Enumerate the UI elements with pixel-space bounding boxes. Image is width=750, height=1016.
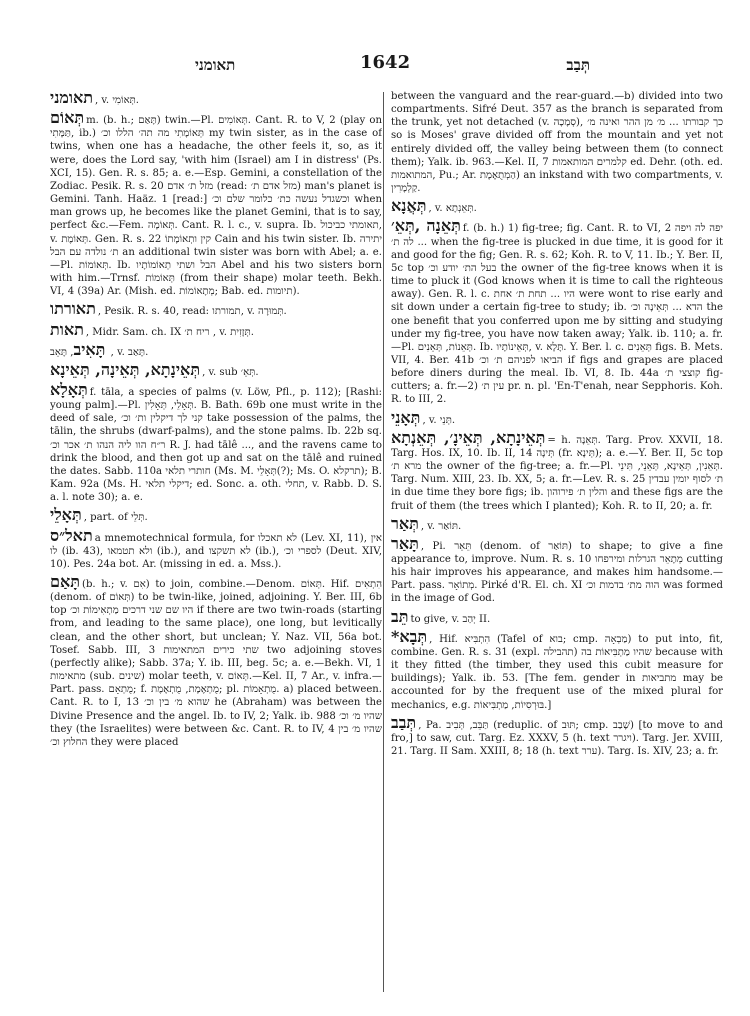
dictionary-entry [50,379,382,504]
entry-definition: , Pi. תֵּאֵר (denom. of תּוֹאַר) to shape; to give a fine appearance to, improve. Num. R. s. 10 מְתָאֵר הגרלות ומירפחו cutting his hair improves his appearance, and makes him handsome.—Part. pass. מְתוֹאָר. Pirké d'R. El. ch. XI הוה מת׳ בדמות וכ׳ was formed in the image of God. [391,540,723,605]
entry-headword: תָּאַם [50,572,81,591]
entry-headword: תְּאֲנָא [391,196,427,216]
dictionary-entry [391,407,723,427]
dictionary-entry [50,525,382,571]
entry-headword: תאומני [50,90,94,107]
entry-definition: , part. of תְּלֵי. [83,512,148,524]
entry-definition: , v. תְּאֵנְתָא. [428,203,477,215]
entry-headword: תְּאָנֵי [391,407,421,427]
dictionary-entry [50,359,382,379]
right-column [391,90,723,995]
dictionary-entry [391,90,723,195]
entry-definition: between the vanguard and the rear-guard.—b) divided into two compartments. Sifré Deut. 357 as the branch is separated from the trunk, yet not detached (v. סְמָכָה), כך קבורתו ... מ׳ מן ההר ואינה מ׳ so is Moses' grave divided off from the mountain and yet not entirely divided off, the valley being between them (to connect them); Yalk. ib. 963.—Kel. II, 7 קלמרים המותאמות ed. Dehr. (oth. ed. המתואמות, Pu.; Ar. הַמְתֻאֶמֶת) an inkstand with two compartments, v. קַלְמָרִין. [391,91,723,195]
entry-headword: תְּבַב [391,712,417,732]
entry-headword: תְּאוֹם [50,108,85,128]
entry-definition: = h. תְּאֵנָה. Targ. Prov. XXVII, 18. Targ. Hos. IX, 10. Ib. II, 14 תְּינָה (fr. תְּינָא); a. e.—Y. Ber. II, 5c top מרא ת׳ the owner of the fig-tree; a. fr.—Pl. תְּאֵנִין, תְּאֵינָא, תְּאֵנֵי, תִּינֵי. Targ. Num. XIII, 23. Ib. XX, 5; a. fr.—Lev. R. s. 25 ת׳ לסוף יומין עבדין in due time they bore figs; ib. והלין ת׳ פירוהון and these figs are the fruit of them (the trees which I planted); Koh. R. to II, 20; a. fr. [391,434,723,512]
entry-definition: f. tāla, a species of palms (v. Löw, Pfl., p. 112); [Rashi: young palm].—Pl. תְּאָלֵי, תְּאָלִין. B. Bath. 69b one must write in the deed of sale, קני לך דיקלין ות׳ וכ׳ take possession of the palms, the tālin, the shrubs (dwarf-palms), and the stone palms. Ib. 22b sq. ר״ח הוו ליה הנהו ת׳ אכר וכ׳ R. J. had tālê ..., and the ravens came to drink the blood, and then got up and sat on the tālê and ruined the dates. Sabb. 110a חותרי תלאי (Ms. M. תְּאָלֵי(?); Ms. O. תרקלא); B. Kam. 92a (Ms. H. דיקלי תלאי; ed. Sonc. a. oth. תחלי, v. Rabb. D. S. a. l. note 30); a. e. [50,386,382,504]
dictionary-entry [50,507,382,524]
entry-definition: , v. תְּאוֹמִי. [95,95,140,106]
entry-headword: תאות [50,319,84,339]
entry-headword: תֵּב [391,606,409,626]
entry-headword: תאל״ס [50,525,93,545]
dictionary-entry [50,319,382,339]
dictionary-entry [391,712,723,758]
entry-definition: , Hif. הִתְבִּיא (Tafel of בוא; cmp. מַבְאָה) to put into, fit, combine. Gen. R. s. 31 (expl. תהבילה) שהיו מַתְבִּיאוֹת בה because with it they fitted (the timber, they used this cubit measure for buildings); Yalk. ib. 53. [The fem. gender in מתביאות may be accounted for by the frequent use of the mixed plural for mechanics, e.g. בּוּרְסִיוֹת, מַתְבִּיאוֹת.] [391,633,723,711]
entry-definition: , תָּאֵב , v. תָּאַב. [50,346,149,358]
page-header [30,52,720,82]
entry-definition: f. (b. h.) 1) fig-tree; fig. Cant. R. to VI, 2 יפה לה ויפה לה ת׳ ... when the fig-tree is plucked in due time, it is good for it and good for the fig; Gen. R. s. 62; Koh. R. to V, 11. Ib.; Y. Ber. II, 5c top בעל הת׳ יודע וכ׳ the owner of the fig-tree knows when it is time to pluck it (God knows when it is time to call the righteous away). Gen. R. l. c. היו ... תחת ת׳ אחת were wont to rise early and sit down under a certain fig-tree to study; ib. הדא ... תְּאֵינָה וכ׳ the one benefit that you conferred upon me by sitting and studying under my fig-tree, you have now taken away; Yalk. ib. 110; a. fr.—Pl. תְּאֵנוֹת, תְּאֵנִים. Ib. תְּאֵינוֹתָיו, v. תָּלָא. Y. Ber. l. c. תְּאֵנִים figs. B. Mets. VII, 4. Ber. 41b הביאו לפניהם ת׳ וכ׳ if figs and grapes are placed before diners during the meal. Ib. VI, 8. Ib. 44a קוצצי ת׳ fig-cutters; a. fr.—2) עין ת׳ pr. n. pl. 'En-T'enah, near Sepphoris. Koh. R. to III, 2. [391,223,723,406]
dictionary-entry [50,110,382,298]
entry-definition: (b. h.; v. אִם) to join, combine.—Denom. תְּאוֹם. Hif. הִתְאִים (denom. of תְּאוֹם) to be twin-like, joined, adjoining. Y. Ber. III, 6b top היו שם שני דרכים מַתְאִימוֹת וכ׳ if there are two twin-roads (starting from, and leading to the same place), one long, but levitically clean, and the other short, but unclean; Y. Naz. VII, 56a bot. Tosef. Sabb. III, 3 שתי כירים המתאימות two adjoining stoves (perfectly alike); Sabb. 37a; Y. ib. III, beg. 5c; a. e.—Bekh. VI, 1 מתאימות (sub. שינים) molar teeth, v. תְּאוֹם.—Kel. II, 7 Ar., v. infra.—Part. pass. מֻתְאָם; f. מֻתְאֶמֶת, מֻתְאֶמֶת; pl. מֻתְאָמוֹת. a) placed between. Cant. R. to I, 13 שהוא מ׳ בין וכ׳ he (Abraham) was between the Divine Presence and the angel. Ib. to IV, 2; Yalk. ib. 988 שהיו מ׳ וכ׳ they (the Israelites) were between &c. Cant. R. to IV, 4 שהיו מ׳ בין החלוץ וכ׳ they were placed [50,579,382,748]
entry-definition: m. (b. h.; תָּאַם) twin.—Pl. תְּאוֹמִים. Cant. R. to V, 2 (play on תַּמָּתִי, ib.) תְּאוֹמָתִי מה תה׳ הללו וכ׳ my twin sister, as in the case of twins, when one has a headache, the other feels it, so, as it were, does the Lord say, 'with him (Israel) am I in distress' (Ps. XCI, 15). Gen. R. s. 85; a. e.—Esp. Gemini, a constellation of the Zodiac. Pesik. R. s. 20 מזל ת׳ אדם (read: מזל אדם ת׳) man's planet is Gemini. Tanh. Haäz. 1 [read:] וכשגדל נעשה כת׳ כלומר שלם וכ׳ when man grows up, he becomes like the planet Gemini, that is to say, perfect &c.—Fem. תְּאוֹמָה. Cant. R. l. c., v. supra. Ib. תאומתי כביכול, v. תְּאוֹמֶת. Gen. R. s. 22 קין ותְאוֹמָתוֹ Cain and his twin sister. Ib. יתירה ת׳ נולדה עם הבל an additional twin sister was born with Abel; a. e.—Pl. תְּאוֹמוֹת. Ib. הבל ושתי תְאוֹמוֹתָיו Abel and his two sisters born with him.—Trnsf. תְּאוֹמוֹת (from their shape) molar teeth. Bekh. VI, 4 (39a) Ar. (Mish. ed. מְתָאוֹמוֹת; Bab. ed. תיומות). [50,115,382,298]
entry-definition: , v. תְּנֵי. [422,414,456,426]
entry-definition: , Pesik. R. s. 40, read: תמורתו, v. תְּמוּרָה. [97,306,287,318]
dictionary-entry [50,90,382,107]
dictionary-entry [391,218,723,406]
dictionary-entry [50,574,382,749]
entry-headword: תְּאֵנָה ,תְּאֵ׳ [391,216,461,236]
left-column [50,90,382,995]
entry-headword: תאורתו [50,299,96,319]
dictionary-entry [391,533,723,606]
entry-headword: תְּאָלָא [50,379,88,399]
entry-definition: , v. תּוֹאַר. [420,520,462,532]
entry-definition: a mnemotechnical formula, for לא תאכלו (Lev. XI, 11), אין לו (ib. 43), ולא תטמאו (ib.), and לא תשקצו (ib.), לספרי וכ׳ (Deut. XIV, 10). Pes. 24a bot. Ar. (missing in ed. a. Mss.). [50,532,382,570]
dictionary-entry [391,626,723,712]
entry-headword: תְּאֵינָתָא, תְּאֵינָ׳, תְּאֵנְתָא [391,427,546,447]
right-running-head: תְּבַב [566,56,590,74]
entry-headword: תְּאָלֵי [50,505,82,525]
entry-definition: , Midr. Sam. ch. IX ריח ת׳ , v. תְּזָזִית. [85,326,254,338]
dictionary-entry [391,606,723,626]
dictionary-entry [50,301,382,318]
entry-headword: תְּאֵינָתָא, תְּאֵינָה, תְּאֵינָא [50,359,201,379]
entry-headword: *תְּבָא [391,626,428,646]
entry-definition: , v. sub תְּאֵ׳. [202,366,259,378]
column-divider [383,92,384,992]
dictionary-entry [391,427,723,513]
left-running-head: תאומני [195,56,236,74]
entry-headword: תְּאַר [391,513,419,533]
entry-definition: to give, v. יְהַב II. [410,613,491,625]
dictionary-entry [391,198,723,215]
dictionary-entry [391,513,723,533]
entry-headword: תָּאִיב [73,339,106,359]
entry-definition: , Pa. תַּבֵּב, תְּבִיב (reduplic. of תּוּב; cmp. שָׁבַב) [to move to and fro,] to saw, cut. Targ. Ez. XXXV, 5 (h. text ויגרר). Targ. Jer. XVIII, 21. Targ. II Sam. XXIII, 8; 18 (h. text ערר). Targ. Is. XIV, 23; a. fr. [391,719,723,758]
page-number: 1642 [360,52,411,73]
dictionary-entry [50,339,382,359]
entry-headword: תָּאַר [391,533,419,553]
